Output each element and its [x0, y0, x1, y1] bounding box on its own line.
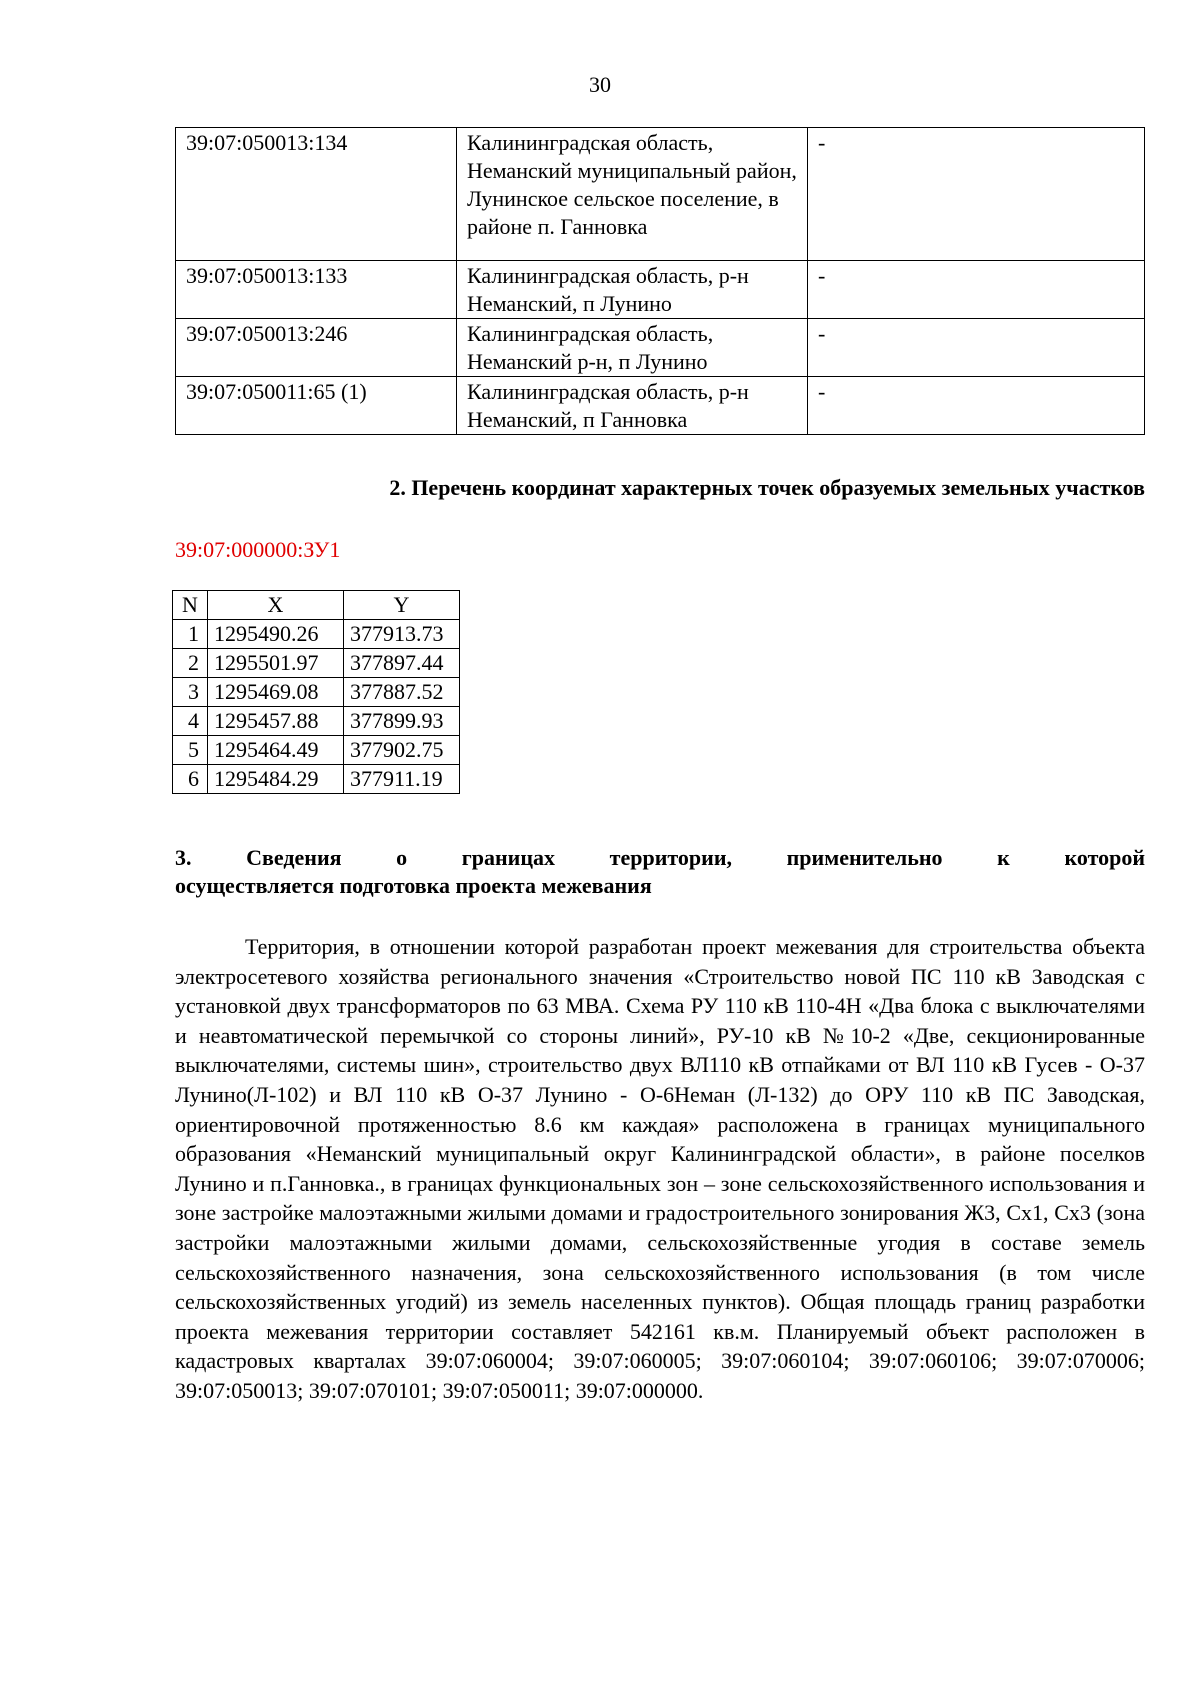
- address-cell: Калининградская область, Неманский муниципальный район, Лунинское сельское поселение, в районе п. Ганновка: [457, 128, 808, 261]
- section-3-heading-line1: 3. Сведения о границах территории, применительно к которой: [175, 845, 1145, 870]
- address-cell: Калининградская область, р-н Неманский, п Ганновка: [457, 377, 808, 435]
- table-row: [176, 128, 1145, 261]
- address-cell: Калининградская область, р-н Неманский, п Лунино: [457, 261, 808, 319]
- table-row: [176, 261, 1145, 319]
- x-value: 1295457.88: [208, 707, 344, 736]
- address-cell: Калининградская область, Неманский р-н, п Лунино: [457, 319, 808, 377]
- y-value: 377902.75: [344, 736, 460, 765]
- table-row: [173, 736, 460, 765]
- column-header-y: Y: [344, 591, 460, 620]
- cadastral-number: 39:07:050013:246: [176, 319, 457, 377]
- table-row: [173, 707, 460, 736]
- note-cell: -: [808, 377, 1145, 435]
- table-row: [173, 620, 460, 649]
- y-value: 377897.44: [344, 649, 460, 678]
- column-header-x: X: [208, 591, 344, 620]
- table-row: [173, 649, 460, 678]
- table-row: [176, 319, 1145, 377]
- section-3-heading-line2: осуществляется подготовка проекта межевания: [175, 873, 652, 898]
- y-value: 377899.93: [344, 707, 460, 736]
- table-row: [176, 377, 1145, 435]
- cadastral-number: 39:07:050011:65 (1): [176, 377, 457, 435]
- x-value: 1295464.49: [208, 736, 344, 765]
- point-number: 3: [173, 678, 208, 707]
- parcel-id: 39:07:000000:ЗУ1: [175, 537, 341, 562]
- point-number: 1: [173, 620, 208, 649]
- y-value: 377913.73: [344, 620, 460, 649]
- table-row: [173, 765, 460, 794]
- point-number: 5: [173, 736, 208, 765]
- page-number: 30: [589, 72, 611, 97]
- cadastral-number: 39:07:050013:134: [176, 128, 457, 261]
- x-value: 1295469.08: [208, 678, 344, 707]
- y-value: 377911.19: [344, 765, 460, 794]
- x-value: 1295501.97: [208, 649, 344, 678]
- point-number: 2: [173, 649, 208, 678]
- y-value: 377887.52: [344, 678, 460, 707]
- note-cell: -: [808, 128, 1145, 261]
- note-cell: -: [808, 261, 1145, 319]
- x-value: 1295484.29: [208, 765, 344, 794]
- table-header-row: [173, 591, 460, 620]
- section-2-heading: 2. Перечень координат характерных точек образуемых земельных участков: [389, 475, 1145, 500]
- note-cell: -: [808, 319, 1145, 377]
- table-row: [173, 678, 460, 707]
- column-header-n: N: [173, 591, 208, 620]
- cadastral-number: 39:07:050013:133: [176, 261, 457, 319]
- parcels-table: [175, 127, 1145, 435]
- territory-description: Территория, в отношении которой разработан проект межевания для строительства объекта электросетевого хозяйства регионального значения «Строительство новой ПС 110 кВ Заводская с установкой двух трансформаторов по 63 МВА. Схема РУ 110 кВ 110-4Н «Два блока с выключателями и неавтоматической перемычкой со стороны линий», РУ-10 кВ №10-2 «Две, секционированные выключателями, системы шин», строительство двух ВЛ110 кВ отпайками от ВЛ 110 кВ Гусев - О-37 Лунино(Л-102) и ВЛ 110 кВ О-37 Лунино - О-6Неман (Л-132) до ОРУ 110 кВ ПС Заводская, ориентировочной протяженностью 8.6 км каждая» расположена в границах муниципального образования «Неманский муниципальный округ Калининградской области», в районе поселков Лунино и п.Ганновка., в границах функциональных зон – зоне сельскохозяйственного использования и зоне застройке малоэтажными жилыми домами и градостроительного зонирования Ж3, Сх1, Сх3 (зона застройки малоэтажными жилыми домами, сельскохозяйственные угодия в составе земель сельскохозяйственного назначения, зона сельскохозяйственного использования (в том числе сельскохозяйственных угодий) из земель населенных пунктов). Общая площадь границ разработки проекта межевания территории составляет 542161 кв.м. Планируемый объект расположен в кадастровых кварталах 39:07:060004; 39:07:060005; 39:07:060104; 39:07:060106; 39:07:070006; 39:07:050013; 39:07:070101; 39:07:050011; 39:07:000000.: [175, 934, 1145, 1403]
- point-number: 4: [173, 707, 208, 736]
- point-number: 6: [173, 765, 208, 794]
- section-3-heading: [175, 844, 1145, 900]
- x-value: 1295490.26: [208, 620, 344, 649]
- coordinates-table: [172, 590, 460, 794]
